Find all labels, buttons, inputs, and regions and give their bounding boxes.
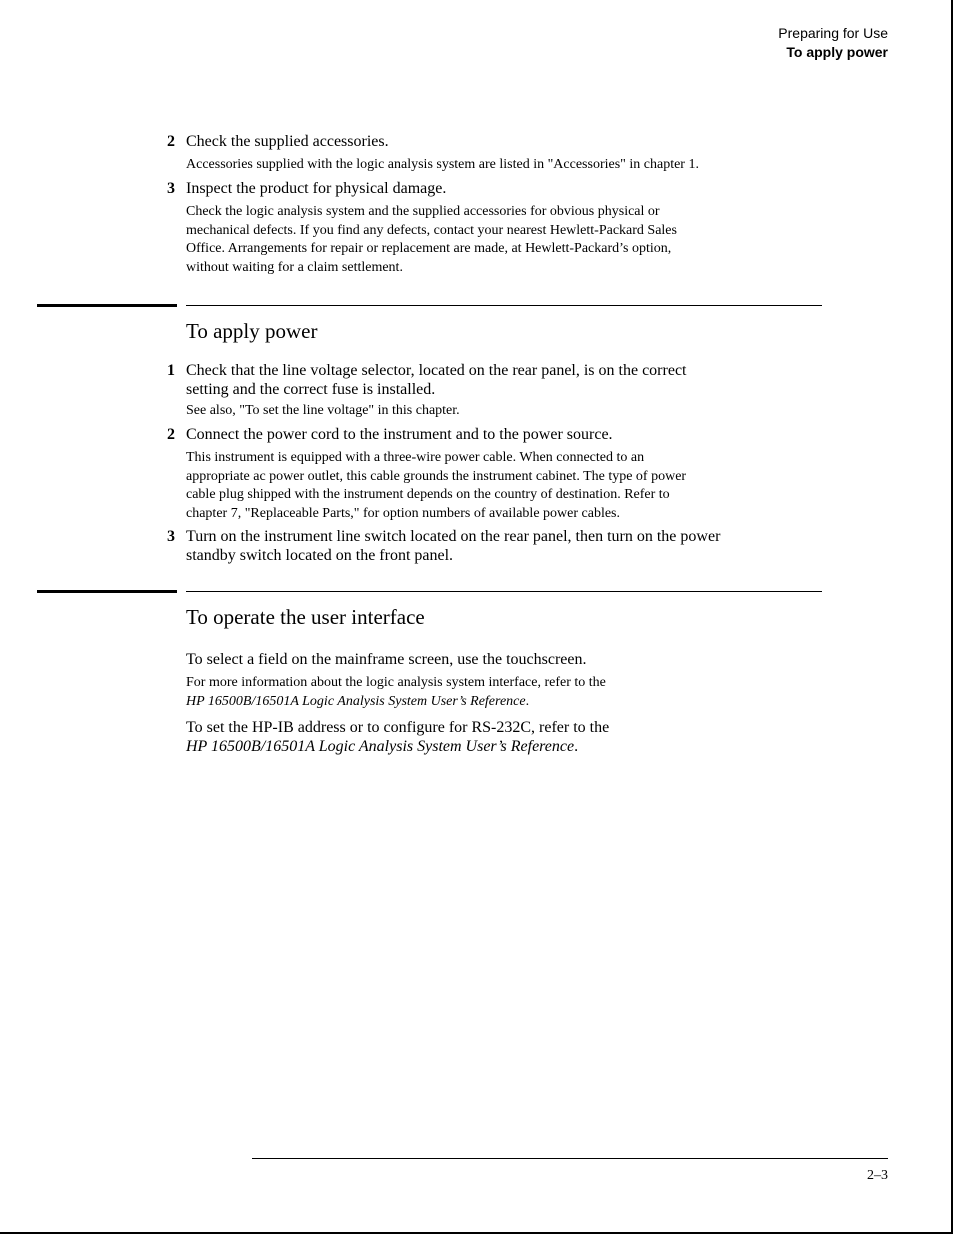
page-border-right [951,0,953,1234]
body-line: cable plug shipped with the instrument depends on the country of destination. Refer to [186,487,670,502]
header-chapter: Preparing for Use [778,25,888,41]
lead-select-field: To select a field on the mainframe screen, use the touchscreen. [186,651,587,668]
step-title: Inspect the product for physical damage. [186,180,447,197]
step-number: 1 [167,362,175,379]
manual-reference: HP 16500B/16501A Logic Analysis System User’s Reference [186,738,575,755]
title-line: Turn on the instrument line switch located on the rear panel, then turn on the power [186,528,721,545]
step-number: 3 [167,528,175,545]
page-number: 2–3 [867,1168,888,1183]
page-border-bottom [0,1232,953,1234]
body-line [186,693,806,712]
section-heading-user-interface: To operate the user interface [186,605,425,629]
step-body [186,203,806,277]
step-title: Check the supplied accessories. [186,133,389,150]
footer-rule [252,1158,888,1159]
body-line: This instrument is equipped with a three-wire power cable. When connected to an [186,450,645,465]
section-rule-thin [186,305,822,306]
section-rule-thin [186,591,822,592]
step-title [186,527,826,565]
step-body: See also, "To set the line voltage" in this chapter. [186,403,460,418]
lead-line [186,737,826,756]
step-number: 2 [167,133,175,150]
title-line: Check that the line voltage selector, located on the rear panel, is on the correct [186,362,687,379]
body-line: For more information about the logic analysis system interface, refer to the [186,675,606,690]
punctuation: . [574,738,579,755]
header-section: To apply power [786,44,888,60]
title-line: standby switch located on the front panel. [186,547,454,564]
reference-paragraph [186,674,806,711]
manual-reference: HP 16500B/16501A Logic Analysis System User’s Reference [186,693,526,709]
body-line: mechanical defects. If you find any defects, contact your nearest Hewlett-Packard Sales [186,222,677,238]
body-line: without waiting for a claim settlement. [186,259,403,275]
step-number: 3 [167,180,175,197]
punctuation: . [525,693,530,709]
body-line: chapter 7, "Replaceable Parts," for option numbers of available power cables. [186,505,620,521]
section-rule-thick [37,304,177,307]
title-line: setting and the correct fuse is installed. [186,381,436,398]
section-heading-apply-power: To apply power [186,319,318,343]
step-number: 2 [167,426,175,443]
step-title [186,361,826,399]
step-body [186,449,806,523]
step-title: Connect the power cord to the instrument and to the power source. [186,426,613,443]
running-header [778,24,888,62]
section-rule-thick [37,590,177,593]
lead-line: To set the HP-IB address or to configure for RS-232C, refer to the [186,719,610,736]
body-line: Office. Arrangements for repair or replacement are made, at Hewlett-Packard’s option, [186,241,672,256]
lead-hpib-address [186,718,826,756]
body-line: Check the logic analysis system and the supplied accessories for obvious physical or [186,204,660,219]
body-line: appropriate ac power outlet, this cable grounds the instrument cabinet. The type of power [186,468,687,484]
step-body: Accessories supplied with the logic analysis system are listed in "Accessories" in chapter 1. [186,157,699,172]
